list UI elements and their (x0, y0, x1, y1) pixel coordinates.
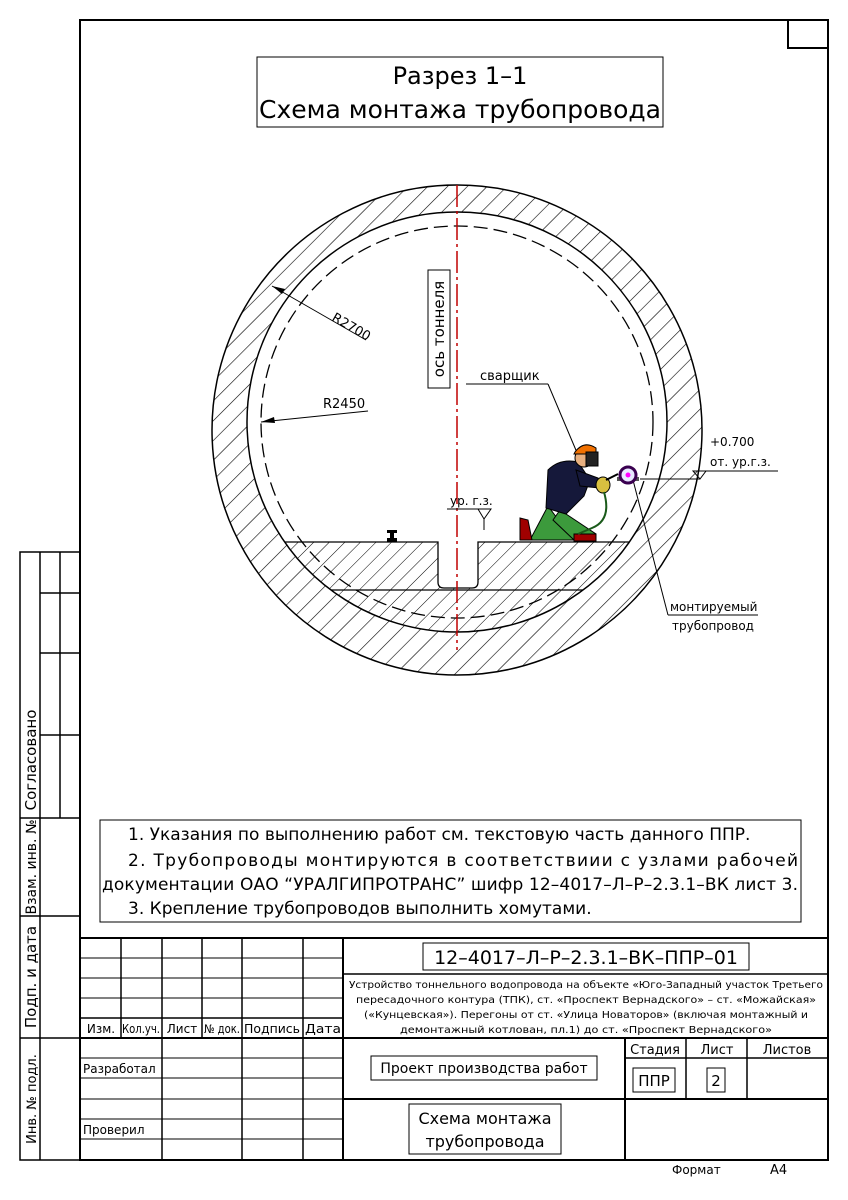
axis-label: ось тоннеля (430, 280, 448, 378)
tunnel-section (212, 185, 778, 700)
r2450-dimension-line (261, 411, 368, 422)
format-value: А4 (770, 1163, 788, 1178)
note-2-cont: документации ОАО “УРАЛГИПРОТРАНС” шифр 12–4017–Л–Р–2.3.1–ВК лист 3. (102, 875, 798, 895)
header-doc-no: № док. (204, 1022, 240, 1036)
r2700-label: R2700 (329, 310, 373, 345)
stamp-signature-date: Подп. и дата (22, 925, 40, 1029)
stage-value: ППР (638, 1072, 670, 1090)
stamp-agreed: Согласовано (22, 709, 40, 811)
object-description (349, 980, 823, 1036)
note-1: 1. Указания по выполнению работ см. текстовую часть данного ППР. (128, 825, 751, 845)
note-2: 2. Трубопроводы монтируются в соответствиии с узлами рабочей (128, 851, 798, 871)
sheet-header: Лист (700, 1043, 734, 1058)
header-kol-uch: Кол.уч. (122, 1022, 160, 1036)
stamp-replace-inv: Взам. инв. № (24, 819, 40, 915)
header-list: Лист (166, 1022, 198, 1036)
notes (102, 825, 798, 919)
sheet-value: 2 (711, 1072, 721, 1090)
header-date: Дата (305, 1022, 341, 1036)
stage-header: Стадия (630, 1043, 680, 1058)
sheets-header: Листов (762, 1043, 812, 1058)
description-line4: демонтажный котлован, пл.1) до ст. «Проспект Вернадского» (400, 1025, 772, 1036)
pipe-label-line1: монтируемый (670, 600, 758, 614)
rail (387, 530, 397, 542)
elevation-reference: от. ур.г.з. (710, 455, 771, 469)
document-code: 12–4017–Л–Р–2.3.1–ВК–ППР–01 (434, 947, 738, 969)
format-label: Формат (672, 1163, 721, 1177)
drawing-name-line1: Схема монтажа (418, 1109, 552, 1128)
role-developed: Разработал (83, 1062, 156, 1076)
role-checked: Проверил (83, 1123, 145, 1137)
stamp-inv-original: Инв. № подл. (25, 1054, 40, 1144)
ground-level-label: ур. г.з. (450, 494, 493, 508)
mounted-pipe (617, 467, 639, 483)
description-line3: («Кунцевская»). Перегоны от ст. «Улица Новаторов» (включая монтажный и (364, 1010, 808, 1021)
header-izm: Изм. (86, 1022, 116, 1036)
note-3: 3. Крепление трубопроводов выполнить хомутами. (128, 899, 592, 919)
corner-box (788, 20, 828, 48)
welder-leader-line (548, 384, 578, 455)
welder-label: сварщик (480, 369, 540, 384)
drawing-title-line2: Схема монтажа трубопровода (258, 95, 662, 124)
description-line2: пересадочного контура (ТПК), ст. «Проспект Вернадского» – ст. «Можайская» (356, 995, 816, 1006)
description-line1: Устройство тоннельного водопровода на объекте «Юго-Западный участок Третьего (349, 980, 823, 991)
header-signature: Подпись (244, 1022, 300, 1036)
drawing-title-line1: Разрез 1–1 (392, 62, 528, 90)
pipe-label-line2: трубопровод (672, 619, 754, 633)
elevation-value: +0.700 (710, 435, 755, 449)
r2450-label: R2450 (323, 397, 366, 412)
welder-figure (520, 445, 618, 541)
project-name: Проект производства работ (380, 1061, 588, 1077)
drawing-name-line2: трубопровода (425, 1132, 545, 1151)
